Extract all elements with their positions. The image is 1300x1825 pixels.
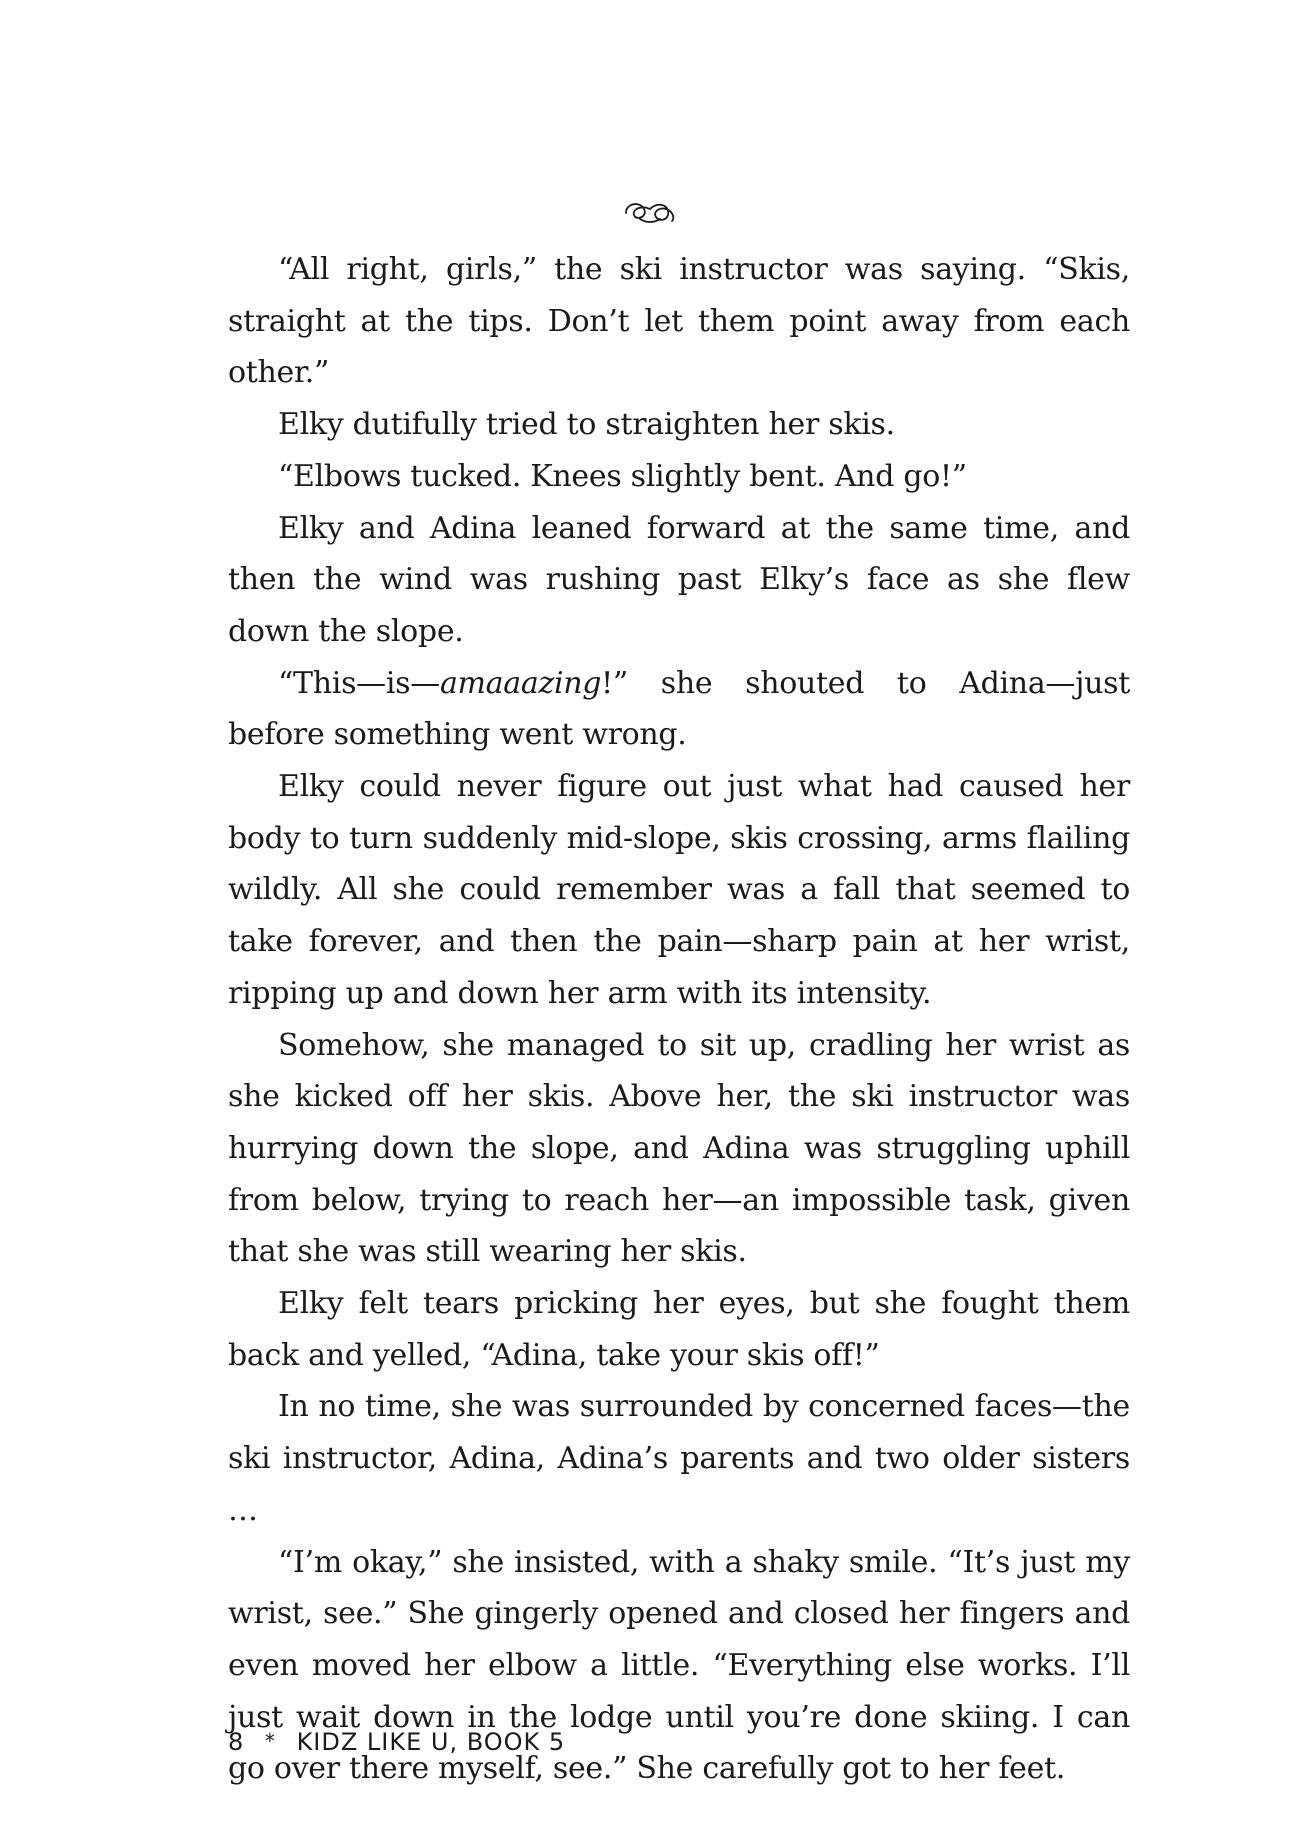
emphasized-word: amaaazing: [439, 665, 602, 701]
book-title: KIDZ LIKE U, BOOK 5: [296, 1728, 566, 1756]
page-footer: [228, 1728, 565, 1756]
paragraph: In no time, she was surrounded by concerned faces—the ski instructor, Adina, Adina’s parents and two older sisters …: [228, 1389, 1130, 1528]
separator-star-icon: *: [264, 1729, 276, 1753]
paragraph: [228, 658, 1130, 761]
paragraph: Elky and Adina leaned forward at the same time, and then the wind was rushing past Elky’s face as she flew down the slope.: [228, 510, 1130, 649]
paragraph: “All right, girls,” the ski instructor was saying. “Skis, straight at the tips. Don’t let them point away from each other.”: [228, 252, 1130, 391]
paragraph: “I’m okay,” she insisted, with a shaky smile. “It’s just my wrist, see.” She gingerly opened and closed her fingers and even moved her elbow a little. “Everything else works. I’ll just wait down in the lodge until you’re done skiing. I can go over there myself, see.” She carefully got to her feet.: [228, 1544, 1130, 1787]
paragraph: Elky dutifully tried to straighten her skis.: [278, 407, 895, 443]
paragraph-text: !” she shouted to Adina—just before something went wrong.: [228, 665, 1130, 753]
paragraph: Somehow, she managed to sit up, cradling her wrist as she kicked off her skis. Above her, the ski instructor was hurrying down the slope, and Adina was struggling uphill from below, trying to reach her—an impossible task, given that she was still wearing her skis.: [228, 1027, 1130, 1270]
page-number: 8: [228, 1728, 245, 1756]
flourish-ornament-icon: [622, 193, 678, 229]
paragraph-text: “This—is—: [278, 665, 440, 701]
paragraph: Elky felt tears pricking her eyes, but she fought them back and yelled, “Adina, take your skis off!”: [228, 1286, 1130, 1373]
body-text: [228, 244, 1130, 1795]
paragraph: Elky could never figure out just what had caused her body to turn suddenly mid-slope, skis crossing, arms flailing wildly. All she could remember was a fall that seemed to take forever, and then the pain—sharp pain at her wrist, ripping up and down her arm with its intensity.: [228, 769, 1130, 1011]
paragraph: “Elbows tucked. Knees slightly bent. And go!”: [278, 458, 967, 494]
